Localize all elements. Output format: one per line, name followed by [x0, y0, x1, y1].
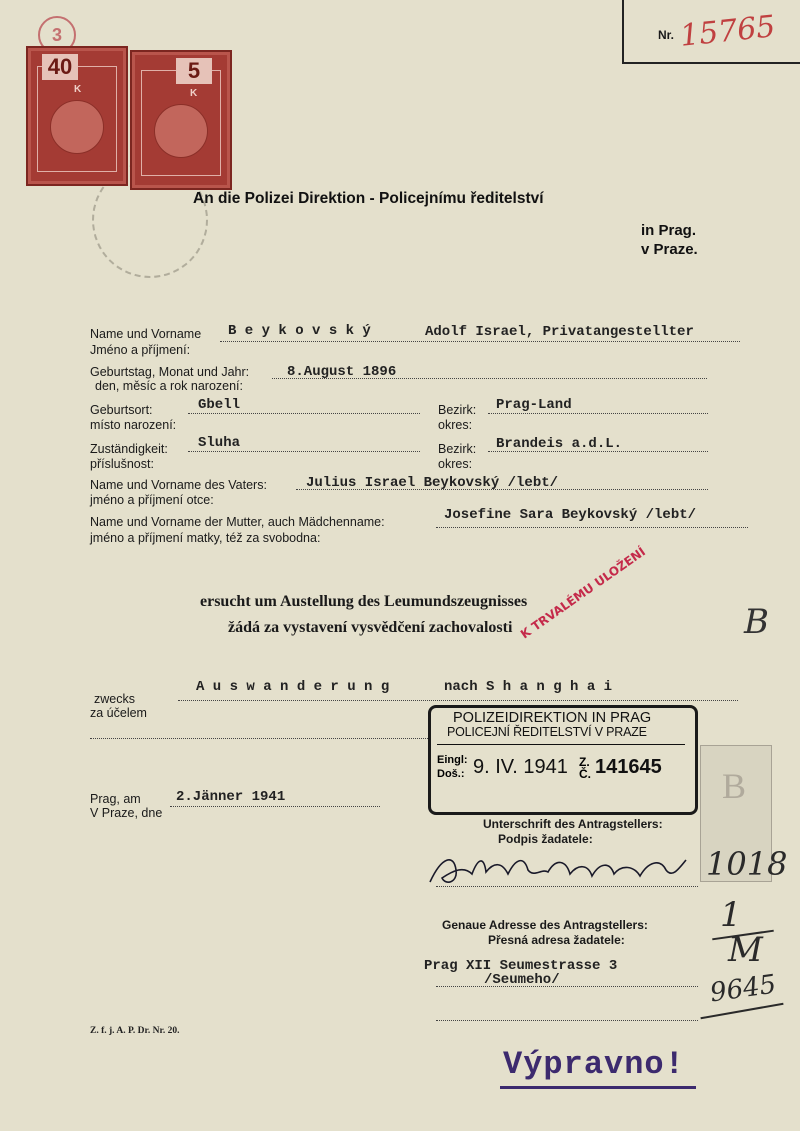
police-stamp-left1: Eingl:	[437, 754, 468, 766]
address-line-2	[436, 1020, 698, 1021]
red-archive-stamp: K TRVALÉMU ULOŽENÍ	[518, 544, 649, 642]
faint-box-letter: B	[722, 766, 747, 806]
birthdate-label-de: Geburtstag, Monat und Jahr:	[90, 365, 250, 379]
request-line-cs: žádá za vystavení vysvědčení zachovalosti	[228, 619, 513, 636]
address-label-cs: Přesná adresa žadatele:	[488, 933, 625, 947]
city-cs: v Praze.	[641, 241, 698, 258]
police-stamp-number: 141645	[595, 756, 662, 778]
birthplace-label-de: Geburtsort:	[90, 403, 153, 417]
domicile-value: Sluha	[198, 435, 241, 451]
birthdate-value: 8.August 1896	[287, 364, 397, 380]
lion-crest-icon	[50, 100, 104, 154]
name-surname-value: B e y k o v s k ý	[228, 323, 371, 339]
name-label-cs: Jméno a příjmení:	[90, 343, 191, 357]
signature-label-cs: Podpis žadatele:	[498, 832, 593, 846]
police-stamp-z: Z. Č.	[579, 755, 591, 781]
vypravno-stamp: Výpravno!	[503, 1046, 685, 1083]
name-label-de: Name und Vorname	[90, 327, 202, 341]
city-de: in Prag.	[641, 222, 697, 239]
name-line	[220, 341, 740, 342]
nr-label: Nr.	[658, 28, 675, 42]
corner-mark-text: 3	[51, 25, 62, 45]
address-line1: Prag XII Seumestrasse 3	[424, 958, 618, 974]
birthplace-line	[188, 413, 420, 414]
stamp-unit-40: K	[74, 84, 82, 95]
police-stamp-left2: Doš.:	[437, 768, 465, 780]
birthdistrict-label-cs: okres:	[438, 418, 473, 432]
purpose-line-1	[178, 700, 738, 701]
domicile-label-de: Zuständigkeit:	[90, 442, 168, 456]
name-rest-value: Adolf Israel, Privatangestellter	[425, 324, 694, 340]
domicile-district-value: Brandeis a.d.L.	[496, 436, 623, 452]
date-label-cs: V Praze, dne	[90, 806, 163, 820]
request-line-de: ersucht um Austellung des Leumundszeugnisses	[200, 593, 528, 610]
purpose-label-de: zwecks	[94, 692, 135, 706]
handwritten-fraction-top: 1	[720, 895, 742, 935]
date-label-de: Prag, am	[90, 792, 141, 806]
birthdistrict-label-de: Bezirk:	[438, 403, 477, 417]
police-stamp-date: 9. IV. 1941	[473, 756, 568, 778]
police-stamp-line2: POLICEJNÍ ŘEDITELSTVÍ V PRAZE	[447, 725, 647, 739]
police-stamp-rule	[437, 744, 685, 745]
purpose-value-a: A u s w a n d e r u n g	[196, 679, 390, 695]
address-line-1	[436, 986, 698, 987]
signature-label-de: Unterschrift des Antragstellers:	[483, 817, 663, 831]
father-label-cs: jméno a příjmení otce:	[90, 493, 214, 507]
signature-line	[436, 886, 698, 887]
revenue-stamp-5k	[130, 50, 232, 190]
police-intake-stamp	[428, 705, 698, 815]
handwritten-fraction-bottom: M	[728, 930, 763, 970]
date-line	[170, 806, 380, 807]
purpose-value-b: nach S h a n g h a i	[444, 679, 613, 695]
birthdistrict-line	[488, 413, 708, 414]
police-stamp-line1: POLIZEIDIREKTION IN PRAG	[453, 710, 652, 726]
birthdistrict-value: Prag-Land	[496, 397, 572, 413]
birthplace-label-cs: místo narození:	[90, 418, 177, 432]
father-value: Julius Israel Beykovský /lebt/	[306, 475, 559, 491]
mother-label-cs: jméno a příjmení matky, též za svobodna:	[90, 531, 321, 545]
father-label-de: Name und Vorname des Vaters:	[90, 478, 267, 492]
date-value: 2.Jänner 1941	[176, 789, 286, 805]
birthplace-value: Gbell	[198, 397, 241, 413]
birthdate-label-cs: den, měsíc a rok narození:	[95, 379, 243, 393]
addressee-heading: An die Polizei Direktion - Policejnímu ředitelství	[193, 190, 544, 207]
stamp-value-40: 40	[42, 54, 78, 80]
form-number: Z. f. j. A. P. Dr. Nr. 20.	[90, 1026, 180, 1036]
handwritten-number-1018: 1018	[706, 845, 788, 883]
domicile-line	[188, 451, 420, 452]
vypravno-underline	[500, 1086, 696, 1089]
purpose-line-2	[90, 738, 430, 739]
handwritten-number-9645: 9645	[708, 969, 778, 1009]
nr-value: 15765	[678, 9, 778, 54]
address-label-de: Genaue Adresse des Antragstellers:	[442, 918, 648, 932]
mother-label-de: Name und Vorname der Mutter, auch Mädchenname:	[90, 515, 385, 529]
domicile-district-label-de: Bezirk:	[438, 442, 477, 456]
revenue-stamp-40k	[26, 46, 128, 186]
margin-mark-b: B	[744, 602, 769, 642]
address-line2: /Seumeho/	[484, 972, 560, 988]
stamp-value-5: 5	[176, 58, 212, 84]
mother-value: Josefine Sara Beykovský /lebt/	[444, 507, 697, 523]
domicile-label-cs: příslušnost:	[90, 457, 154, 471]
stamp-unit-5: K	[190, 88, 198, 99]
lion-crest-icon	[154, 104, 208, 158]
purpose-label-cs: za účelem	[90, 706, 147, 720]
domicile-district-label-cs: okres:	[438, 457, 473, 471]
mother-line	[436, 527, 748, 528]
